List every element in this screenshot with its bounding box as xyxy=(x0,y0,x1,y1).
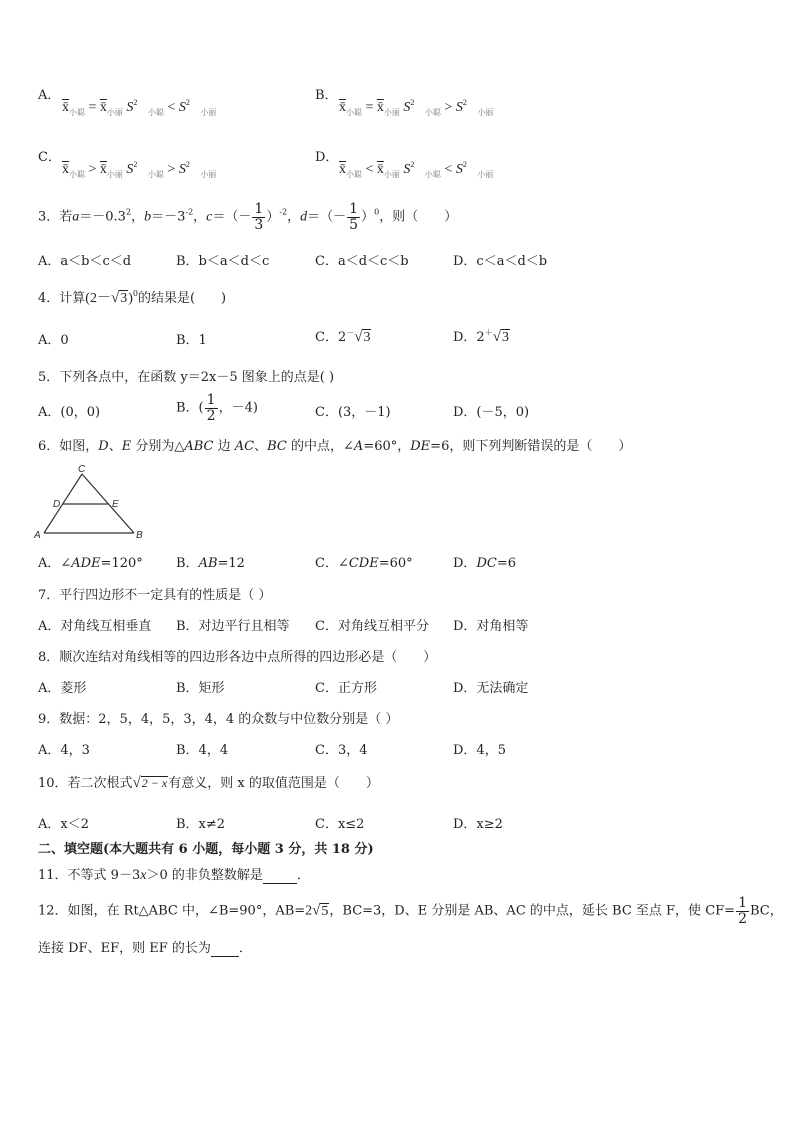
q5-option-d: D．(－5，0) xyxy=(453,405,530,420)
q5-fraction: $\frac{1}{2}$ xyxy=(206,392,216,424)
q6-option-b: B．AB=12 xyxy=(176,556,245,571)
section-heading-fill-in: 二、填空题(本大题共有 6 小题，每小题 3 分，共 18 分) xyxy=(38,842,374,857)
q4-option-b: B．1 xyxy=(176,333,207,348)
q9-option-b: B．4，4 xyxy=(176,743,229,758)
q8-stem: 8．顺次连结对角线相等的四边形各边中点所得的四边形必是（ ） xyxy=(38,650,437,665)
q8-option-a: A．菱形 xyxy=(38,681,87,696)
q9-option-a: A．4，3 xyxy=(38,743,90,758)
q10-stem: 10．若二次根式√2 − x有意义，则 x 的取值范围是（ ） xyxy=(38,775,379,791)
q10-option-d: D．x≥2 xyxy=(453,817,503,832)
q10-option-a: A．x＜2 xyxy=(38,817,89,832)
q2-option-c-formula: $x̄_{小聪}$ > $x̄_{小丽}$ $S^2$ $_{小聪} > S^2$ $_{小丽}$ xyxy=(62,160,217,179)
label-e: E xyxy=(112,499,119,510)
q10-option-b: B．x≠2 xyxy=(176,817,226,832)
q6-option-c: C．∠CDE=60° xyxy=(315,556,413,571)
q7-option-a: A．对角线互相垂直 xyxy=(38,619,152,634)
label-a: A xyxy=(34,530,41,541)
q3-option-b: B．b＜a＜d＜c xyxy=(176,254,270,269)
q2-option-d: D． xyxy=(315,150,339,165)
q7-option-b: B．对边平行且相等 xyxy=(176,619,290,634)
q4-stem: 4．计算$(2-√3)^0$的结果是( ) xyxy=(38,289,227,306)
q12-fraction: $\frac{1}{2}$ xyxy=(738,895,747,927)
q2-option-a-formula: $x̄_{小聪}$ = $x̄_{小丽}$ $S^2$ $_{小聪} < S^2$ $_{小丽}$ xyxy=(62,98,217,117)
q2-option-b-formula: $x̄_{小聪}$ = $x̄_{小丽}$ $S^2$ $_{小聪} > S^2$ $_{小丽}$ xyxy=(339,98,494,117)
q5-option-a: A．(0，0) xyxy=(38,405,101,420)
q2-option-d-formula: $x̄_{小聪}$ < $x̄_{小丽}$ $S^2$ $_{小聪} < S^2$ $_{小丽}$ xyxy=(339,160,494,179)
q6-option-a: A．∠ADE=120° xyxy=(38,556,143,571)
label-d: D xyxy=(53,499,61,510)
label-c: C xyxy=(78,464,86,475)
q3-option-d: D．c＜a＜d＜b xyxy=(453,254,548,269)
q4-option-a: A．0 xyxy=(38,333,69,348)
q8-option-d: D．无法确定 xyxy=(453,681,529,696)
q12-stem: 12．如图，在 Rt△ABC 中，∠B=90°，AB=2√5，BC=3，D、E 分别是 AB、AC 的中点，延长 BC 至点 F，使 CF= $\frac{1}{2}$ BC， xyxy=(38,895,783,927)
q2-option-a: A． xyxy=(38,88,61,103)
sqrt-symbol: √ xyxy=(354,329,363,345)
sqrt-symbol: √ xyxy=(492,329,501,345)
q7-stem: 7．平行四边形不一定具有的性质是（ ） xyxy=(38,588,272,603)
q5-stem: 5．下列各点中，在函数 y＝2x－5 图象上的点是( ) xyxy=(38,370,335,385)
q12-line2: 连接 DF、EF，则 EF 的长为 ． xyxy=(38,941,252,956)
q3-fraction-d: $\frac{1}{5}$ xyxy=(349,201,359,233)
label-b: B xyxy=(136,530,143,541)
q3-option-a: A．a＜b＜c＜d xyxy=(38,254,132,269)
q8-option-b: B．矩形 xyxy=(176,681,225,696)
q6-triangle-figure xyxy=(32,462,152,542)
sqrt-symbol: √ xyxy=(312,902,321,919)
q4-option-c: C．2－√3 xyxy=(315,328,371,345)
q2-option-b: B． xyxy=(315,88,338,103)
q9-stem: 9．数据：2，5，4，5，3，4，4 的众数与中位数分别是（ ） xyxy=(38,712,399,727)
q3-stem: 3．若$a=-0.3^2$，$b=-3^{-2}$，c＝（－ $\frac{1}{3}$ ）$^{-2}$，d＝（－ $\frac{1}{5}$ ）$^0$，则（ ） xyxy=(38,201,458,233)
q9-option-c: C．3，4 xyxy=(315,743,368,758)
q7-option-c: C．对角线互相平分 xyxy=(315,619,429,634)
q5-option-c: C．(3，－1) xyxy=(315,405,391,420)
q10-option-c: C．x≤2 xyxy=(315,817,365,832)
q11-stem: 11．不等式 9－3x＞0 的非负整数解是 ． xyxy=(38,868,310,883)
q8-option-c: C．正方形 xyxy=(315,681,377,696)
sqrt-symbol: √ xyxy=(132,775,141,791)
answer-blank[interactable] xyxy=(263,868,297,884)
q6-option-d: D．DC=6 xyxy=(453,556,516,571)
q6-stem: 6．如图，D、E 分别为△ABC 边 AC、BC 的中点，∠A=60°，DE=6，则下列判断错误的是（ ） xyxy=(38,439,632,454)
q3-option-c: C．a＜d＜c＜b xyxy=(315,254,409,269)
q2-option-c: C． xyxy=(38,150,61,165)
q4-option-d: D．2＋√3 xyxy=(453,328,509,345)
q3-fraction-c: $\frac{1}{3}$ xyxy=(254,201,264,233)
q7-option-d: D．对角相等 xyxy=(453,619,529,634)
sqrt-symbol: √ xyxy=(110,290,120,306)
q9-option-d: D．4，5 xyxy=(453,743,506,758)
answer-blank[interactable] xyxy=(211,941,239,957)
q5-option-b: B．( $\frac{1}{2}$ ，－4) xyxy=(176,392,258,424)
